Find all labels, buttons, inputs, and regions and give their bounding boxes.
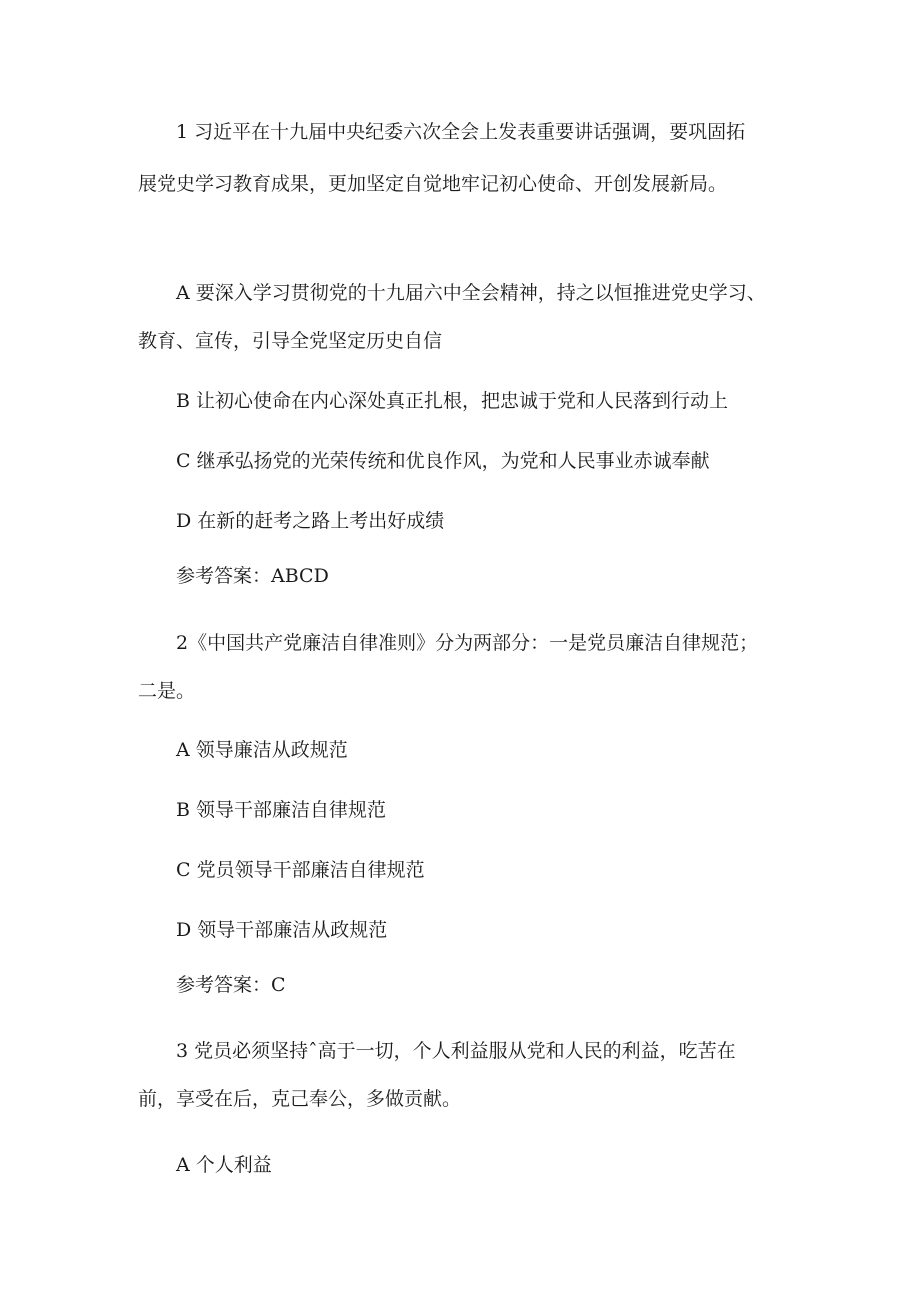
question-1-option-a-line-2: 教育、宣传，引导全党坚定历史自信	[138, 330, 443, 352]
question-1-stem-line-1: 1 习近平在十九届中央纪委六次全会上发表重要讲话强调，要巩固拓	[176, 121, 746, 143]
question-1-stem-line-2: 展党史学习教育成果，更加坚定自觉地牢记初心使命、开创发展新局。	[138, 173, 728, 195]
question-2-stem-line-2: 二是。	[138, 680, 196, 702]
question-1-option-c: C 继承弘扬党的光荣传统和优良作风，为党和人民事业赤诚奉献	[176, 450, 710, 472]
question-2-option-b: B 领导干部廉洁自律规范	[176, 799, 387, 821]
question-2-option-c: C 党员领导干部廉洁自律规范	[176, 859, 425, 881]
question-1-option-d: D 在新的赶考之路上考出好成绩	[176, 510, 445, 532]
question-1-answer: 参考答案：ABCD	[176, 565, 329, 587]
question-1-option-a-line-1: A 要深入学习贯彻党的十九届六中全会精神，持之以恒推进党史学习、	[176, 282, 766, 304]
question-2-answer: 参考答案：C	[176, 974, 286, 996]
question-3-option-a: A 个人利益	[176, 1154, 272, 1176]
question-1-option-b: B 让初心使命在内心深处真正扎根，把忠诚于党和人民落到行动上	[176, 390, 729, 412]
question-2-option-d: D 领导干部廉洁从政规范	[176, 919, 388, 941]
question-3-stem-line-1: 3 党员必须坚持ˆ高于一切，个人利益服从党和人民的利益，吃苦在	[176, 1040, 736, 1062]
question-2-option-a: A 领导廉洁从政规范	[176, 739, 348, 761]
question-3-stem-line-2: 前，享受在后，克己奉公，多做贡献。	[138, 1088, 462, 1110]
question-2-stem-line-1: 2《中国共产党廉洁自律准则》分为两部分：一是党员廉洁自律规范；	[176, 632, 759, 654]
